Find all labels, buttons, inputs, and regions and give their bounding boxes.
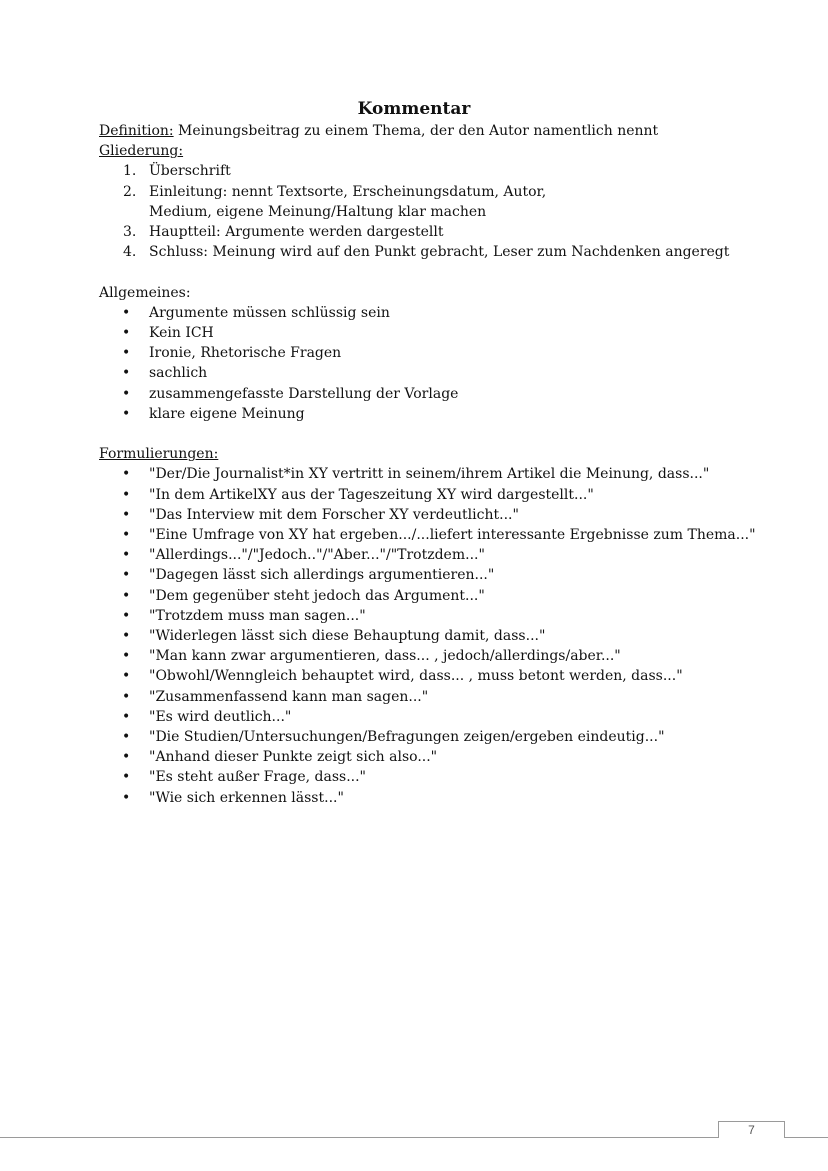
list-item-text: klare eigene Meinung (149, 405, 305, 422)
bullet-icon: • (122, 385, 131, 402)
formulierungen-heading: Formulierungen: (99, 446, 219, 463)
list-item-text: "Dem gegenüber steht jedoch das Argument..." (149, 587, 485, 604)
gliederung-item: 3. Hauptteil: Argumente werden dargestellt (123, 224, 444, 241)
bullet-icon: • (122, 345, 131, 362)
list-item (99, 545, 799, 565)
list-item-text: "Man kann zwar argumentieren, dass... , jedoch/allerdings/aber..." (149, 648, 621, 665)
bullet-icon: • (122, 325, 131, 342)
list-item (99, 565, 799, 585)
list-item (99, 384, 799, 404)
allgemeines-heading: Allgemeines: (99, 284, 191, 301)
list-item (99, 464, 799, 484)
list-item (99, 707, 799, 727)
list-item (99, 687, 799, 707)
list-item (99, 525, 799, 545)
document-body (99, 121, 799, 808)
list-item-text: "Es wird deutlich..." (149, 708, 292, 725)
bullet-icon: • (122, 405, 131, 422)
bullet-icon: • (122, 567, 131, 584)
list-item-text: "Widerlegen lässt sich diese Behauptung damit, dass..." (149, 628, 546, 645)
list-item-text: Ironie, Rhetorische Fragen (149, 345, 342, 362)
gliederung-heading: Gliederung: (99, 143, 184, 160)
bullet-icon: • (122, 668, 131, 685)
list-item-text: "Das Interview mit dem Forscher XY verdeutlicht..." (149, 506, 519, 523)
bullet-icon: • (122, 304, 131, 321)
list-item-text: "Dagegen lässt sich allerdings argumentieren..." (149, 567, 495, 584)
list-item (99, 323, 799, 343)
list-item (99, 586, 799, 606)
bullet-icon: • (122, 547, 131, 564)
page-number: 7 (718, 1121, 785, 1138)
bullet-icon: • (122, 769, 131, 786)
list-item (99, 646, 799, 666)
list-item-text: "Allerdings..."/"Jedoch.."/"Aber..."/"Trotzdem..." (149, 547, 485, 564)
bullet-icon: • (122, 628, 131, 645)
list-item (99, 788, 799, 808)
formulierungen-list (99, 464, 799, 807)
list-item-text: zusammengefasste Darstellung der Vorlage (149, 385, 459, 402)
list-item (99, 727, 799, 747)
list-item-text: "Wie sich erkennen lässt..." (149, 789, 344, 806)
bullet-icon: • (122, 688, 131, 705)
definition-label: Definition: (99, 123, 174, 139)
page-title: Kommentar (357, 99, 471, 119)
bullet-icon: • (122, 506, 131, 523)
list-item-text: "Es steht außer Frage, dass..." (149, 769, 366, 786)
bullet-icon: • (122, 365, 131, 382)
list-item (99, 505, 799, 525)
list-item (99, 626, 799, 646)
bullet-icon: • (122, 486, 131, 503)
list-item-text: "Trotzdem muss man sagen..." (149, 607, 366, 624)
list-item-text: "Anhand dieser Punkte zeigt sich also..." (149, 749, 438, 766)
bullet-icon: • (122, 466, 131, 483)
bullet-icon: • (122, 587, 131, 604)
definition-text: Meinungsbeitrag zu einem Thema, der den Autor namentlich nennt (173, 123, 659, 139)
bullet-icon: • (122, 749, 131, 766)
list-item-text: "In dem ArtikelXY aus der Tageszeitung XY wird dargestellt..." (149, 486, 594, 503)
list-item (99, 363, 799, 383)
list-item (99, 303, 799, 323)
bullet-icon: • (122, 708, 131, 725)
list-item-text: "Die Studien/Untersuchungen/Befragungen zeigen/ergeben eindeutig..." (149, 729, 665, 746)
bullet-icon: • (122, 729, 131, 746)
list-item-text: "Zusammenfassend kann man sagen..." (149, 688, 429, 705)
bullet-icon: • (122, 607, 131, 624)
list-item (99, 485, 799, 505)
gliederung-item: 2. Einleitung: nennt Textsorte, Erscheinungsdatum, Autor, Medium, eigene Meinung/Haltung klar machen (123, 183, 547, 220)
footer-divider (0, 1137, 828, 1138)
list-item (99, 343, 799, 363)
list-item (99, 767, 799, 787)
list-item-text: "Der/Die Journalist*in XY vertritt in seinem/ihrem Artikel die Meinung, dass..." (149, 466, 710, 483)
bullet-icon: • (122, 789, 131, 806)
list-item (99, 404, 799, 424)
list-item-text: "Eine Umfrage von XY hat ergeben.../...liefert interessante Ergebnisse zum Thema..." (149, 527, 756, 544)
list-item (99, 747, 799, 767)
list-item (99, 666, 799, 686)
list-item-text: "Obwohl/Wenngleich behauptet wird, dass... , muss betont werden, dass..." (149, 668, 683, 685)
gliederung-item: 1. Überschrift (123, 163, 231, 180)
definition-line (99, 121, 799, 141)
gliederung-list (99, 161, 799, 262)
list-item-text: sachlich (149, 365, 208, 382)
list-item-text: Argumente müssen schlüssig sein (149, 304, 390, 321)
allgemeines-list (99, 303, 799, 424)
list-item (99, 606, 799, 626)
list-item-text: Kein ICH (149, 325, 214, 342)
bullet-icon: • (122, 527, 131, 544)
gliederung-item: 4. Schluss: Meinung wird auf den Punkt gebracht, Leser zum Nachdenken angeregt (123, 244, 730, 261)
bullet-icon: • (122, 648, 131, 665)
